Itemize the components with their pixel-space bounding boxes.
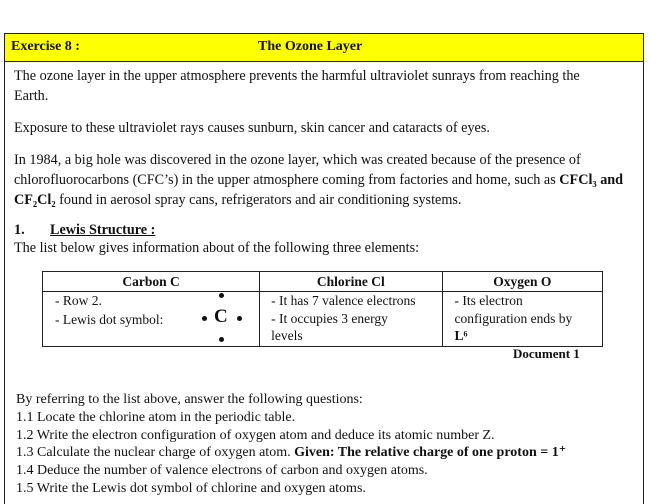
question-1-2: 1.2 Write the electron configuration of oxygen atom and deduce its atomic number Z. [16,428,495,443]
intro-paragraph-3: In 1984, a big hole was discovered in the ozone layer, which was created because of the presence of chlorofluorocarbons (CFC’s) in the upper atmosphere coming from factories and home, such as CFCl₃ and CF₂Cl₂ found in aerosol spray cans, refrigerators and air conditioning systems. [14,152,624,208]
electron-dot [202,316,207,321]
electron-dot [237,316,242,321]
question-1-4: 1.4 Deduce the number of valence electrons of carbon and oxygen atoms. [16,463,428,478]
question-1-5: 1.5 Write the Lewis dot symbol of chlorine and oxygen atoms. [16,481,366,496]
questions-lead: By referring to the list above, answer the following questions: [16,392,363,407]
section-intro: The list below gives information about of the following three elements: [14,240,420,256]
section-heading: 1. Lewis Structure : [14,222,156,238]
exercise-number: Exercise 8 : [11,39,80,54]
electron-dot [219,337,224,342]
electron-dot [219,293,224,298]
exercise-header [4,33,644,62]
intro-paragraph-1: The ozone layer in the upper atmosphere prevents the harmful ultraviolet sunrays from reaching the Earth. [14,68,580,104]
header-oxygen: Oxygen O [442,272,602,292]
carbon-cell: - Row 2. - Lewis dot symbol: C [43,292,260,347]
intro-paragraph-2: Exposure to these ultraviolet rays causes sunburn, skin cancer and cataracts of eyes. [14,120,490,136]
question-1-1: 1.1 Locate the chlorine atom in the periodic table. [16,410,296,425]
header-carbon: Carbon C [43,272,260,292]
exercise-title: The Ozone Layer [258,39,363,54]
chlorine-cell: - It has 7 valence electrons - It occupies 3 energy levels [260,292,442,347]
document-label: Document 1 [513,346,580,361]
oxygen-cell: - Its electron configuration ends by L⁶ [442,292,602,347]
carbon-lewis-dot-symbol: C [197,293,253,345]
elements-table [42,271,603,347]
question-1-3: 1.3 Calculate the nuclear charge of oxygen atom. Given: The relative charge of one proton = 1⁺ [16,445,567,460]
header-chlorine: Chlorine Cl [260,272,442,292]
